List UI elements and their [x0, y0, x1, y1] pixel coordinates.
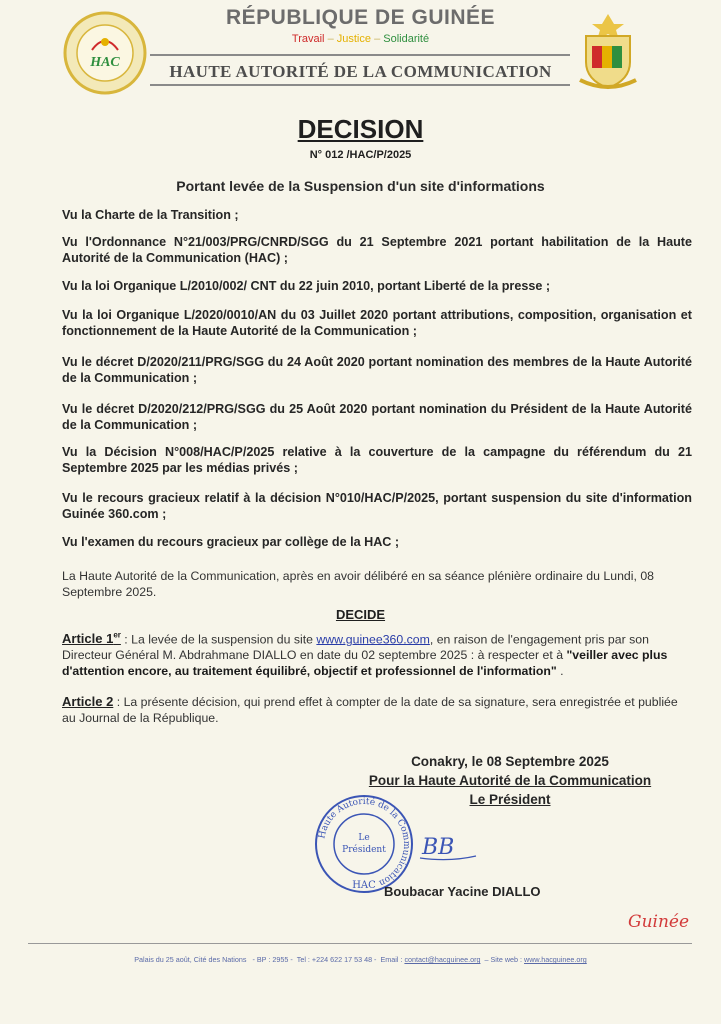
footer-email-link[interactable]: contact@hacguinee.org	[404, 955, 481, 964]
article-2: Article 2 : La présente décision, qui prend effet à compter de la date de sa signature, sera enregistrée et publiée au Journal de la République.	[62, 694, 678, 725]
article-2-label: Article 2	[62, 694, 114, 709]
footer-contact	[0, 955, 721, 964]
stamp-center-line2: Président	[342, 845, 386, 855]
header-rule-top	[150, 54, 570, 56]
article-1-quote: "veiller avec plus d'attention encore, au traitement équilibré, objectif et professionnel de l'information"	[62, 648, 668, 679]
consideration-item: Vu la loi Organique L/2010/002/ CNT du 22 juin 2010, portant Liberté de la presse ;	[62, 279, 551, 293]
footer-address: Palais du 25 août, Cité des Nations	[134, 955, 247, 964]
consideration-item: Vu le décret D/2020/211/PRG/SGG du 24 Août 2020 portant nomination des membres de la Haute Autorité de la Communication ;	[62, 355, 692, 385]
article-1: Article 1er : La levée de la suspension du site www.guinee360.com, en raison de l'engagement pris par son Directeur Général M. Abdrahmane DIALLO en date du 02 septembre 2025 : à respecter et à "veiller avec plus d'attention encore, au traitement équilibré, objectif et professionnel de l'information" .	[62, 631, 668, 679]
motto-solidarity: Solidarité	[383, 33, 430, 45]
signature-role: Le Président	[469, 792, 551, 807]
consideration-item: Vu la Charte de la Transition ;	[62, 208, 239, 222]
consideration-item: Vu l'examen du recours gracieux par collège de la HAC ;	[62, 535, 400, 549]
stamp-bottom-text: HAC	[352, 880, 376, 891]
deliberation-paragraph: La Haute Autorité de la Communication, après en avoir délibéré en sa séance plénière ordinaire du Lundi, 08 Septembre 2025.	[62, 569, 654, 599]
signature-for: Pour la Haute Autorité de la Communication	[368, 773, 652, 788]
footer-bp: - BP : 2955 -	[252, 955, 293, 964]
national-motto: Travail – Justice – Solidarité	[291, 33, 430, 45]
header-rule-bottom	[150, 84, 570, 86]
decision-number: N° 012 /HAC/P/2025	[309, 149, 412, 161]
authority-title: HAUTE AUTORITÉ DE LA COMMUNICATION	[169, 62, 552, 81]
footer-web-label: – Site web :	[484, 955, 523, 964]
site-link[interactable]: www.guinee360.com	[316, 632, 430, 647]
footer-web-link[interactable]: www.hacguinee.org	[524, 955, 587, 964]
article-2-text: La présente décision, qui prend effet à compter de la date de sa signature, sera enregistrée et publiée au Journal de la République.	[62, 695, 678, 725]
signer-name: Boubacar Yacine DIALLO	[384, 884, 541, 899]
decide-heading: DECIDE	[335, 607, 386, 622]
stamp-ring-text: Haute Autorité de la Communication	[317, 796, 412, 888]
consideration-item: Vu le recours gracieux relatif à la décision N°010/HAC/P/2025, portant suspension du site d'information Guinée 360.com ;	[62, 491, 692, 521]
document-title: DECISION	[297, 114, 424, 144]
footer-tel: Tel : +224 622 17 53 48 -	[296, 955, 377, 964]
consideration-item: Vu l'Ordonnance N°21/003/PRG/CNRD/SGG du 21 Septembre 2021 portant habilitation de la Haute Autorité de la Communication (HAC) ;	[62, 235, 692, 265]
article-1-label: Article 1er	[62, 631, 121, 647]
stamp-center-line1: Le	[358, 833, 370, 843]
footer-rule	[28, 943, 692, 944]
republic-title: RÉPUBLIQUE DE GUINÉE	[225, 6, 496, 29]
handwritten-signature	[418, 826, 478, 866]
official-stamp	[312, 792, 416, 896]
consideration-item: Vu le décret D/2020/212/PRG/SGG du 25 Août 2020 portant nomination du Président de la Haute Autorité de la Communication ;	[62, 402, 692, 432]
guinee-brand-logo: Guinée	[628, 912, 690, 932]
consideration-item: Vu la loi Organique L/2020/0010/AN du 03 Juillet 2020 portant attributions, composition, organisation et fonctionnement de la Haute Autorité de la Communication ;	[62, 308, 692, 338]
signature-initials: BB	[422, 835, 455, 860]
place-date: Conakry, le 08 Septembre 2025	[411, 754, 609, 769]
consideration-item: Vu la Décision N°008/HAC/P/2025 relative à la couverture de la campagne du référendum du 21 Septembre 2025 par les médias privés ;	[62, 445, 692, 475]
hac-logo-text: HAC	[90, 55, 120, 70]
motto-work: Travail	[291, 33, 325, 45]
motto-justice: Justice	[336, 33, 371, 45]
footer-email-label: Email :	[380, 955, 403, 964]
decision-subject: Portant levée de la Suspension d'un site d'informations	[176, 178, 545, 194]
